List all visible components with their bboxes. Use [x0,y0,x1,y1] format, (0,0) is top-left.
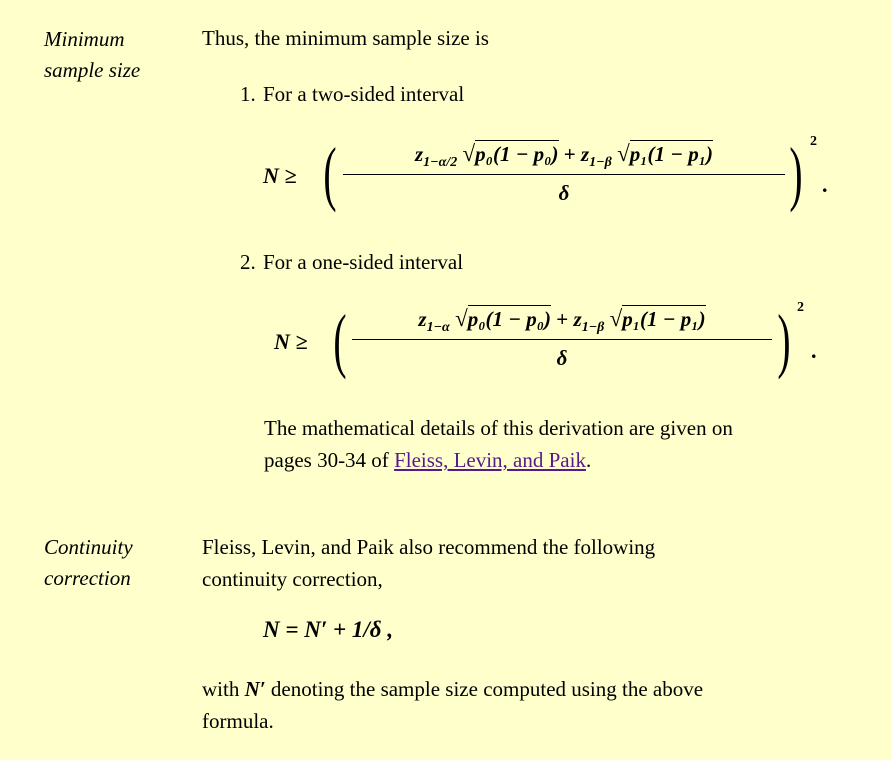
numerator: $z_{1-\alpha}$ $√p_0(1 - p_0) + z_{1-\beta}$ √p₁(1 − p₁) [418,306,706,335]
details-line: pages 30-34 of Fleiss, Levin, and Paik. [264,448,592,472]
side-label-line: Minimum [44,27,125,51]
side-label-minimum [44,24,140,86]
fleiss-link[interactable]: Fleiss, Levin, and Paik [394,448,586,472]
exponent: 2 [797,300,804,315]
fraction-bar [352,339,772,340]
formula-lhs: N ≥ [274,329,308,354]
cc-formula: N = N′ + 1/δ , [263,617,394,642]
right-paren: ) [789,133,803,213]
cc-after-line: with N′ denoting the sample size computed using the above [202,677,704,701]
side-label-line: correction [44,566,131,590]
formula-lhs: N ≥ [263,163,297,188]
cc-text-line: Fleiss, Levin, and Paik also recommend the following [202,535,656,559]
side-label-line: Continuity [44,535,133,559]
denominator: δ [556,346,568,370]
item-number: 1. [240,82,256,106]
right-paren: ) [777,300,791,380]
numerator: $z_{1-\alpha/2}$ $√p_0(1 - p_0) + z_{1-\beta}$ √p₁(1 − p₁) [414,141,714,170]
left-paren: ( [333,300,347,380]
side-label-continuity [44,532,133,594]
period: . [811,338,817,363]
cc-text-line: continuity correction, [202,567,383,591]
fraction-bar [343,174,785,175]
fraction [343,141,785,206]
left-paren: ( [323,133,337,213]
exponent: 2 [810,134,817,149]
cc-after-line: formula. [202,709,274,733]
side-label-line: sample size [44,58,141,82]
details-line: The mathematical details of this derivation are given on [264,416,733,440]
item-text: For a two-sided interval [263,82,465,106]
item-text: For a one-sided interval [263,250,464,274]
intro-text: Thus, the minimum sample size is [202,26,489,50]
denominator: δ [558,181,570,205]
item-number: 2. [240,250,256,274]
period: . [822,172,828,197]
fraction [352,306,772,371]
